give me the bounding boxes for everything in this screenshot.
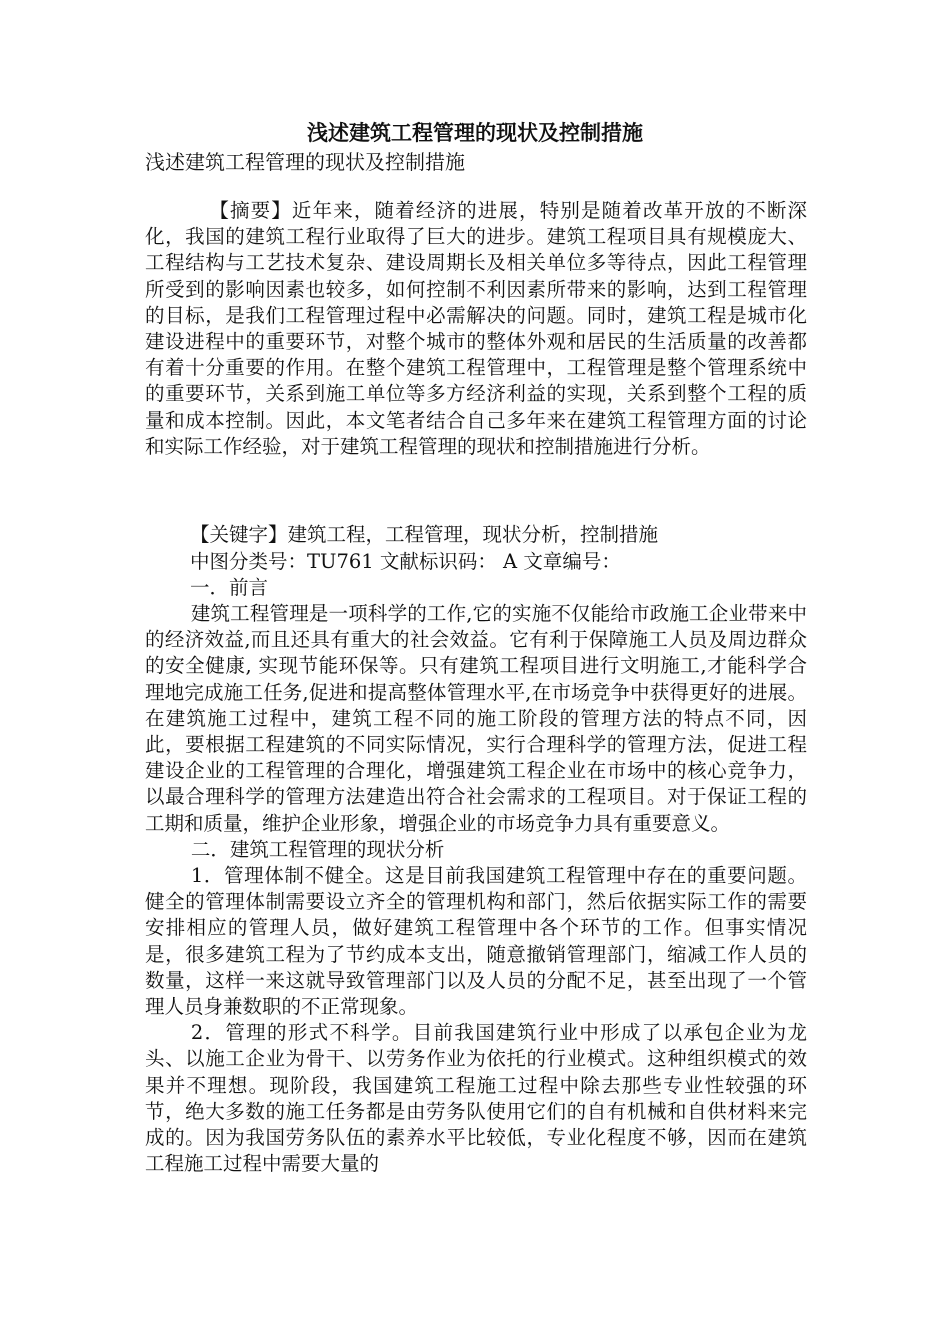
abstract: [145, 198, 807, 460]
document-title: 浅述建筑工程管理的现状及控制措施: [307, 120, 643, 145]
document-body: [145, 601, 807, 1177]
keywords-line: 【关键字】建筑工程，工程管理，现状分析，控制措施: [190, 523, 659, 546]
section-2-heading: 二．建筑工程管理的现状分析: [190, 837, 445, 861]
section-2-item-2: 2．管理的形式不科学。目前我国建筑行业中形成了以承包企业为龙头、以施工企业为骨干、以劳务作业为依托的行业模式。这种组织模式的效果并不理想。现阶段，我国建筑工程施工过程中除去那些专业性较强的环节，绝大多数的施工任务都是由劳务队使用它们的自有机械和自供材料来完成的。因为我国劳务队伍的素养水平比较低，专业化程度不够，因而在建筑工程施工过程中需要大量的: [145, 1021, 807, 1176]
abstract-paragraph: 【摘要】近年来，随着经济的进展，特别是随着改革开放的不断深化，我国的建筑工程行业取得了巨大的进步。建筑工程项目具有规模庞大、工程结构与工艺技术复杂、建设周期长及相关单位多等待点，因此工程管理所受到的影响因素也较多，如何控制不利因素所带来的影响，达到工程管理的目标，是我们工程管理过程中必需解决的问题。同时，建筑工程是城市化建设进程中的重要环节，对整个城市的整体外观和居民的生活质量的改善都有着十分重要的作用。在整个建筑工程管理中，工程管理是整个管理系统中的重要环节，关系到施工单位等多方经济利益的实现，关系到整个工程的质量和成本控制。因此，本文笔者结合自己多年来在建筑工程管理方面的讨论和实际工作经验，对于建筑工程管理的现状和控制措施进行分析。: [145, 199, 807, 458]
classification-line: 中图分类号：TU761 文献标识码： A 文章编号：: [190, 550, 621, 573]
section-2-item-1: 1．管理体制不健全。这是目前我国建筑工程管理中存在的重要问题。健全的管理体制需要设立齐全的管理机构和部门，然后依据实际工作的需要安排相应的管理人员，做好建筑工程管理中各个环节的工作。但事实情况是，很多建筑工程为了节约成本支出，随意撤销管理部门，缩减工作人员的数量，这样一来这就导致管理部门以及人员的分配不足，甚至出现了一个管理人员身兼数职的不正常现象。: [145, 864, 807, 1019]
document-subtitle: 浅述建筑工程管理的现状及控制措施: [145, 150, 465, 174]
section-1-paragraph: 建筑工程管理是一项科学的工作,它的实施不仅能给市政施工企业带来中的经济效益,而且还具有重大的社会效益。它有利于保障施工人员及周边群众的安全健康, 实现节能环保等。只有建筑工程项目进行文明施工,才能科学合理地完成施工任务,促进和提高整体管理水平,在市场竞争中获得更好的进展。在建筑施工过程中，建筑工程不同的施工阶段的管理方法的特点不同，因此，要根据工程建筑的不同实际情况，实行合理科学的管理方法，促进工程建设企业的工程管理的合理化，增强建筑工程企业在市场中的核心竞争力，以最合理科学的管理方法建造出符合社会需求的工程项目。对于保证工程的工期和质量，维护企业形象，增强企业的市场竞争力具有重要意义。: [145, 602, 807, 835]
section-1-heading: 一．前言: [190, 576, 269, 599]
